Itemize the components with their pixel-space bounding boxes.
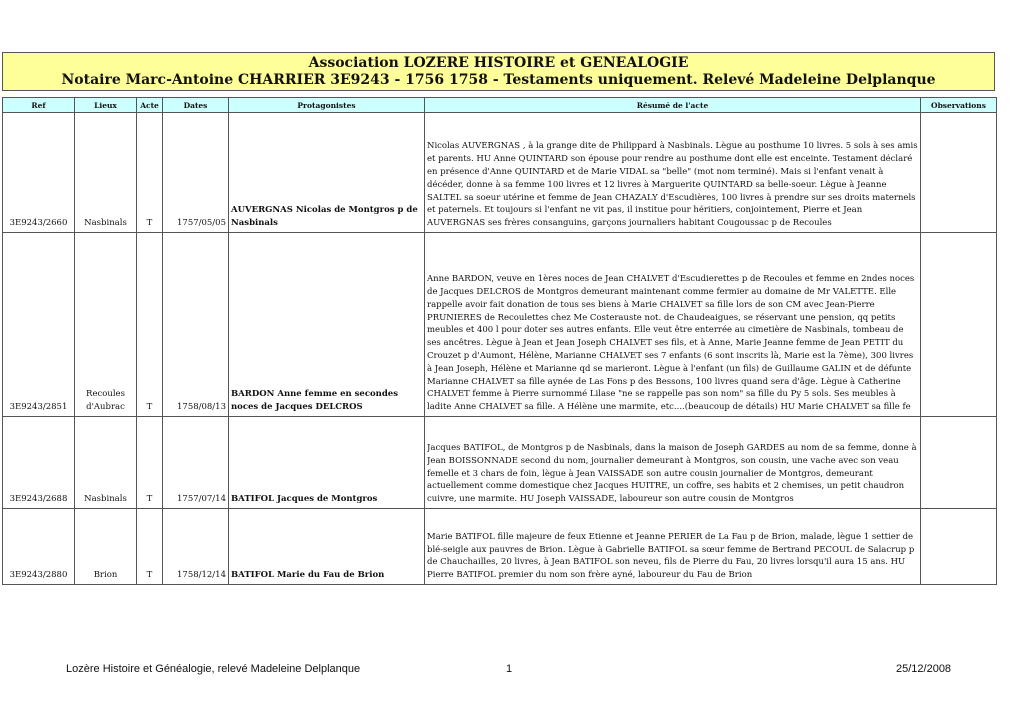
col-header-resume: Résumé de l'acte	[425, 98, 921, 113]
resume-text: Nicolas AUVERGNAS , à la grange dite de Philippard à Nasbinals. Lègue au posthume 10 livres. 5 sols à ses amis et parents. HU Anne QUINTARD son épouse pour rendre au posthume dont elle est enceinte. Testament déclaré en présence d'Anne QUINTARD et de Marie VIDAL sa "belle" (mot nom terminé). Mais si l'enfant venait à décéder, donne à sa femme 100 livres et 12 livres à Marguerite QUINTARD sa belle-soeur. Lègue à Jeanne SALTEL sa soeur utérine et femme de Jean CHAZALY d'Escudières, 100 livres à prendre sur ses droits maternels et paternels. Et toujours si l'enfant ne vit pas, il institue pour héritiers, conjointement, Pierre et Jean AUVERGNAS ses frères consanguins, garçons journaliers habitant Cougoussac p de Recoules	[427, 141, 918, 229]
cell-ref: 3E9243/2660	[3, 113, 75, 233]
resume-text: Marie BATIFOL fille majeure de feux Etienne et Jeanne PERIER de La Fau p de Brion, malade, lègue 1 settier de blé-seigle aux pauvres de Brion. Lègue à Gabrielle BATIFOL sa sœur femme de Bertrand PECOUL de Salacrup p de Chauchailles, 20 livres, à Jean BATIFOL son neveu, fils de Pierre du Fau, 20 livres lorsqu'il aura 15 ans. HU Pierre BATIFOL premier du nom son frère ayné, laboureur du Fau de Brion	[427, 531, 915, 581]
cell-protagonistes: BATIFOL Jacques de Montgros	[229, 417, 425, 509]
cell-lieu: Recoules d'Aubrac	[75, 233, 137, 417]
col-header-ref: Ref	[3, 98, 75, 113]
col-header-protagonistes: Protagonistes	[229, 98, 425, 113]
col-header-lieux: Lieux	[75, 98, 137, 113]
col-header-dates: Dates	[163, 98, 229, 113]
col-header-observations: Observations	[921, 98, 997, 113]
cell-date: 1757/07/14	[163, 417, 229, 509]
association-title: Association LOZERE HISTOIRE et GENEALOGIE	[308, 55, 689, 71]
cell-acte: T	[137, 113, 163, 233]
cell-observations	[921, 509, 997, 585]
resume-text: Jacques BATIFOL, de Montgros p de Nasbinals, dans la maison de Joseph GARDES au nom de sa femme, donne à Jean BOISSONNADE second du nom, journalier demeurant à Montgros, son cousin, une vache avec son veau femelle et 3 chars de foin, lègue à Jean VAISSADE son autre cousin journalier de Montgros, demeurant actuellement comme domestique chez Jacques HUITRE, un coffre, ses habits et 2 chemises, un petit chaudron cuivre, une marmite. HU Joseph VAISSADE, laboureur son autre cousin de Montgros	[427, 443, 917, 505]
cell-date: 1758/12/14	[163, 509, 229, 585]
document-title-box	[2, 52, 995, 91]
cell-observations	[921, 113, 997, 233]
cell-resume	[425, 113, 921, 233]
cell-ref: 3E9243/2851	[3, 233, 75, 417]
cell-lieu: Nasbinals	[75, 417, 137, 509]
cell-resume	[425, 417, 921, 509]
cell-acte: T	[137, 509, 163, 585]
cell-acte: T	[137, 233, 163, 417]
cell-lieu: Nasbinals	[75, 113, 137, 233]
cell-lieu: Brion	[75, 509, 137, 585]
cell-acte: T	[137, 417, 163, 509]
cell-date: 1758/08/13	[163, 233, 229, 417]
table-row	[3, 509, 997, 585]
cell-ref: 3E9243/2880	[3, 509, 75, 585]
records-table	[2, 97, 997, 585]
cell-protagonistes: BATIFOL Marie du Fau de Brion	[229, 509, 425, 585]
table-row	[3, 113, 997, 233]
table-header-row	[3, 98, 997, 113]
cell-protagonistes: BARDON Anne femme en secondes noces de Jacques DELCROS	[229, 233, 425, 417]
cell-observations	[921, 417, 997, 509]
cell-ref: 3E9243/2688	[3, 417, 75, 509]
col-header-acte: Acte	[137, 98, 163, 113]
cell-resume	[425, 233, 921, 417]
cell-date: 1757/05/05	[163, 113, 229, 233]
footer-date: 25/12/2008	[896, 663, 952, 675]
cell-protagonistes: AUVERGNAS Nicolas de Montgros p de Nasbinals	[229, 113, 425, 233]
footer-source: Lozère Histoire et Généalogie, relevé Madeleine Delplanque	[66, 663, 361, 675]
footer-page-number: 1	[506, 663, 513, 675]
table-row	[3, 233, 997, 417]
resume-text: Anne BARDON, veuve en 1ères noces de Jean CHALVET d'Escudierettes p de Recoules et femme en 2ndes noces de Jacques DELCROS de Montgros demeurant maintenant comme fermier au domaine de Mr VALETTE. Elle rappelle avoir fait donation de tous ses biens à Marie CHALVET sa fille lors de son CM avec Jean-Pierre PRUNIERES de Recoulettes chez Me Costerauste not. de Chaudeaigues, se réservant une pension, qq petits meubles et 400 l pour doter ses autres enfants. Elle veut être enterrée au cimetière de Nasbinals, tombeau de ses ancêtres. Lègue à Jean et Jean Joseph CHALVET ses fils, et à Anne, Marie Jeanne femme de Jean PETIT du Crouzet p d'Aumont, Hélène, Marianne CHALVET ses 7 enfants (6 sont inscrits là, Marie est la 7ème), 300 livres à Jean Joseph, Hélène et Marianne qd se marieront. Lègue à l'enfant (un fils) de Guillaume GALIN et de défunte Marianne CHALVET sa fille aynée de Las Fons p des Bessons, 100 livres quand sera d'âge. Lègue à Catherine CHALVET femme à Pierre surnommé Lilase "ne se rappelle pas son nom" sa fille du Py 5 sols. Ses meubles à ladite Anne CHALVET sa fille. A Hélène une marmite, etc....(beaucoup de détails) HU Marie CHALVET sa fille fe	[427, 274, 915, 413]
table-row	[3, 417, 997, 509]
register-title: Notaire Marc-Antoine CHARRIER 3E9243 - 1756 1758 - Testaments uniquement. Relevé Madeleine Delplanque	[61, 72, 936, 88]
cell-observations	[921, 233, 997, 417]
cell-resume	[425, 509, 921, 585]
